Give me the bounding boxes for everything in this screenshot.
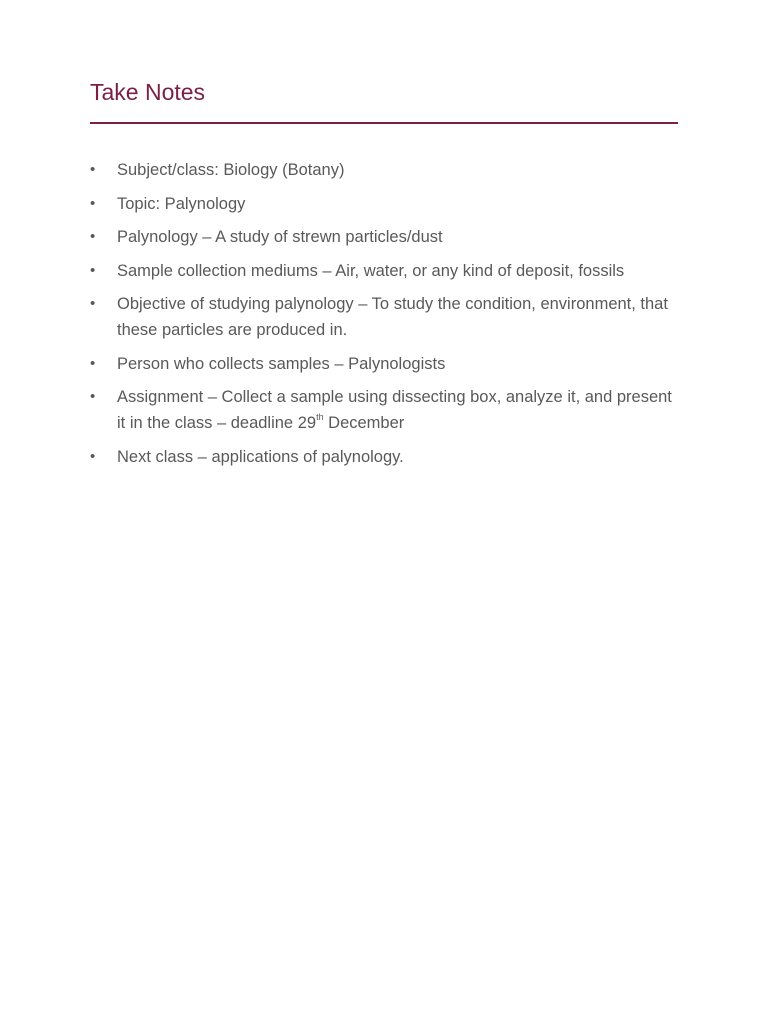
bullet-icon: • bbox=[90, 261, 96, 279]
note-text: Person who collects samples – Palynologists bbox=[117, 354, 446, 373]
list-item bbox=[90, 157, 678, 183]
ordinal-suffix: th bbox=[316, 411, 324, 422]
list-item bbox=[90, 224, 678, 250]
notes-list bbox=[90, 157, 678, 477]
note-text: Topic: Palynology bbox=[117, 194, 246, 213]
bullet-icon: • bbox=[90, 194, 96, 212]
note-text-end: December bbox=[323, 414, 405, 432]
note-text bbox=[117, 388, 672, 432]
bullet-icon: • bbox=[90, 161, 96, 178]
bullet-icon: • bbox=[90, 388, 96, 405]
list-item bbox=[90, 291, 678, 343]
note-text: Next class – applications of palynology. bbox=[117, 447, 404, 466]
list-item bbox=[90, 191, 678, 217]
bullet-icon: • bbox=[90, 447, 96, 465]
list-item bbox=[90, 258, 678, 284]
note-text: Objective of studying palynology – To study the condition, environment, that these particles are produced in. bbox=[117, 295, 668, 339]
note-text: Subject/class: Biology (Botany) bbox=[117, 161, 345, 179]
title-divider bbox=[90, 122, 678, 124]
page-title: Take Notes bbox=[90, 79, 206, 105]
note-text: Sample collection mediums – Air, water, or any kind of deposit, fossils bbox=[117, 261, 625, 280]
bullet-icon: • bbox=[90, 295, 96, 312]
bullet-icon: • bbox=[90, 228, 96, 245]
bullet-icon: • bbox=[90, 354, 96, 372]
list-item bbox=[90, 444, 678, 470]
note-text: Palynology – A study of strewn particles/dust bbox=[117, 228, 443, 246]
list-item bbox=[90, 384, 678, 436]
list-item bbox=[90, 351, 678, 377]
note-text-main: Assignment – Collect a sample using dissecting box, analyze it, and present it in the class – deadline 29 bbox=[117, 388, 672, 432]
